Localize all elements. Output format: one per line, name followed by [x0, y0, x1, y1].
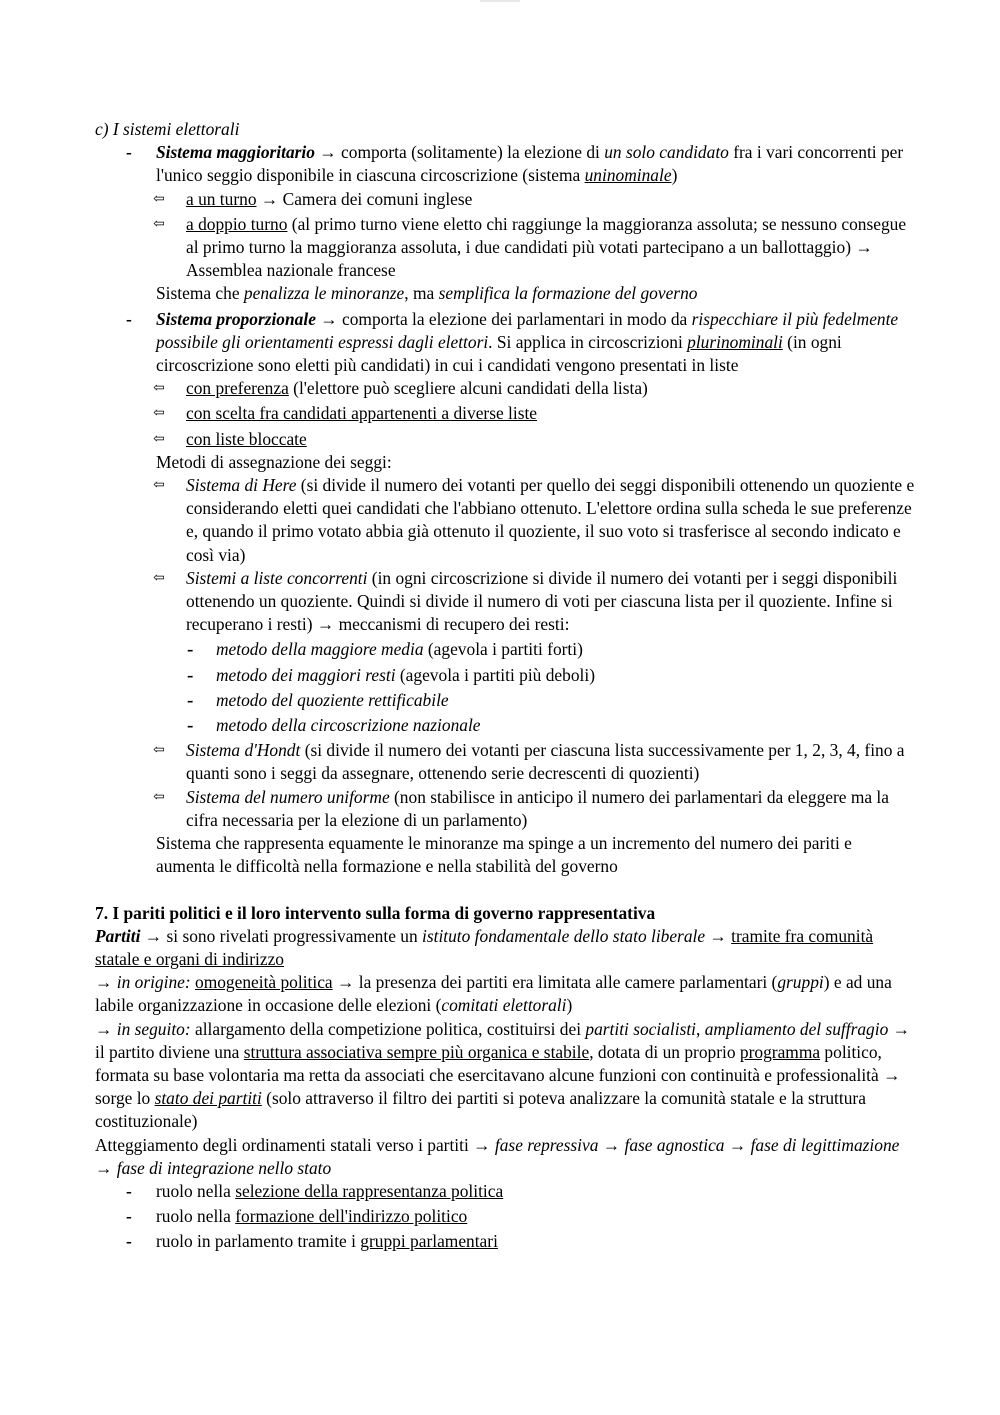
- emphasis: un solo candidato: [604, 142, 729, 163]
- sub-bullet: [95, 377, 915, 400]
- method-item: [95, 786, 915, 832]
- arrow: →: [314, 142, 342, 163]
- text: (agevola i partiti più deboli): [395, 664, 595, 685]
- underlined-term: con scelta fra candidati appartenenti a diverse liste: [186, 403, 538, 424]
- method-name: metodo del quoziente rettificabile: [216, 689, 449, 710]
- text: politico, formata su base volontaria ma retta da associati che esercitavano alcune funzioni con continuità e professionalità → sorge lo: [95, 1041, 901, 1109]
- text: ,: [696, 1018, 705, 1039]
- text: ) e ad una labile organizzazione in occasione delle elezioni (: [95, 972, 892, 1016]
- text: comporta la elezione dei parlamentari in modo da: [342, 308, 692, 329]
- text: ): [566, 995, 573, 1016]
- text: fra i vari concorrenti per l'unico seggio disponibile in ciascuna circoscrizione (sistema: [156, 142, 904, 186]
- document-body: [95, 118, 915, 1254]
- text: (l'elettore può scegliere alcuni candidati della lista): [288, 378, 648, 399]
- underlined-term: programma: [739, 1041, 821, 1062]
- term-partiti: Partiti: [95, 925, 141, 946]
- paragraph-atteggiamento: [95, 1134, 915, 1180]
- maggioritario-summary: [95, 282, 915, 305]
- term-maggioritario: Sistema maggioritario: [156, 142, 315, 163]
- dash-marker: -: [126, 1206, 132, 1227]
- arrow: →: [315, 308, 343, 329]
- dash-marker: -: [126, 1231, 132, 1252]
- method-name: Sistema del numero uniforme: [186, 786, 390, 807]
- dash-marker: -: [126, 308, 132, 329]
- text: ): [671, 165, 678, 186]
- sub-bullet: [95, 188, 915, 211]
- text: (solo attraverso il filtro dei partiti si poteva analizzare la comunità statale e la struttura costituzionale): [95, 1088, 866, 1132]
- text: Sistema che: [156, 283, 244, 304]
- underlined-term: selezione della rappresentanza politica: [235, 1180, 504, 1201]
- text: , ma: [404, 283, 439, 304]
- text: , dotata di un proprio: [589, 1041, 740, 1062]
- method-item: [95, 739, 915, 785]
- method-name: metodo dei maggiori resti: [216, 664, 396, 685]
- text: → la presenza dei partiti era limitata alle camere parlamentari (: [332, 972, 778, 993]
- text: →: [705, 925, 732, 946]
- text: ruolo in parlamento tramite i: [156, 1231, 361, 1252]
- dash-marker: -: [187, 715, 194, 737]
- paragraph-partiti: [95, 925, 915, 971]
- emphasis: gruppi: [777, 972, 824, 993]
- arrow-bullet-icon: ⇦: [153, 789, 165, 805]
- paragraph-in-seguito: [95, 1018, 915, 1134]
- role-item: [95, 1180, 915, 1203]
- text: (al primo turno viene eletto chi raggiunge la maggioranza assoluta; se nessuno consegue al primo turno la maggioranza assoluta, i due candidati più votati partecipano a un ballottaggio) → Assemblea nazionale francese: [186, 213, 907, 281]
- text: (si divide il numero dei votanti per ciascuna lista successivamente per 1, 2, 3, 4, fino a quanti sono i seggi da assegnare, ottenendo serie decrescenti di quozienti): [186, 740, 905, 784]
- text: (non stabilisce in anticipo il numero dei parlamentari da eleggere ma la cifra necessaria per la elezione di un parlamento): [186, 786, 889, 830]
- underlined-term: a un turno: [186, 188, 257, 209]
- underlined-term: con preferenza: [186, 378, 289, 399]
- role-item: [95, 1230, 915, 1253]
- dash-marker: -: [187, 639, 194, 661]
- emphasis: comitati elettorali: [441, 995, 567, 1016]
- emphasis: istituto fondamentale dello stato liberale: [422, 925, 706, 946]
- term-proporzionale: Sistema proporzionale: [156, 308, 316, 329]
- text: comporta (solitamente) la elezione di: [341, 142, 605, 163]
- bullet-maggioritario: [95, 141, 915, 187]
- role-item: [95, 1205, 915, 1228]
- emphasis: rispecchiare il più fedelmente possibile gli orientamenti espressi dagli elettori: [156, 308, 899, 352]
- emphasis: in seguito:: [116, 1018, 191, 1039]
- methods-title: Metodi di assegnazione dei seggi:: [156, 451, 392, 472]
- dash-marker: -: [126, 1180, 132, 1201]
- arrow-bullet-icon: ⇦: [153, 381, 165, 397]
- resti-item: [95, 714, 915, 737]
- sub-bullet: [95, 213, 915, 283]
- text: (si divide il numero dei votanti per quello dei seggi disponibili ottenendo un quoziente e considerando eletti quei candidati che l'abbiano ottenuto. L'elettore ordina sulla scheda le sue preferenze e, quando il primo votato abbia già ottenuto il quoziente, il suo voto si trasferisce al secondo indicato e così via): [186, 475, 915, 565]
- emphasis: in origine:: [116, 972, 191, 993]
- arrow-bullet-icon: ⇦: [153, 406, 165, 422]
- text: allargamento della competizione politica, costituirsi dei: [190, 1018, 586, 1039]
- sub-bullet: [95, 428, 915, 451]
- resti-item: [95, 664, 915, 687]
- text: → il partito diviene una: [95, 1018, 911, 1062]
- arrow-bullet-icon: ⇦: [153, 216, 165, 232]
- underlined-term: con liste bloccate: [186, 428, 307, 449]
- arrow-bullet-icon: ⇦: [153, 191, 165, 207]
- method-name: metodo della maggiore media: [216, 639, 424, 660]
- text: . Si applica in circoscrizioni: [488, 331, 688, 352]
- resti-item: [95, 638, 915, 661]
- emphasis: penalizza le minoranze: [243, 283, 405, 304]
- text: (in ogni circoscrizione si divide il numero dei votanti per i seggi disponibili ottenendo un quoziente. Quindi si divide il numero di voti per ciascuna lista per il quoziente. Infine si recuperano i resti) → meccanismi di recupero dei resti:: [186, 567, 898, 635]
- method-name: metodo della circoscrizione nazionale: [216, 715, 481, 736]
- arrow-bullet-icon: ⇦: [153, 431, 165, 447]
- text: (in ogni circoscrizione sono eletti più candidati) in cui i candidati vengono presentati in liste: [156, 331, 842, 376]
- text: (agevola i partiti forti): [423, 639, 583, 660]
- text: → si sono rivelati progressivamente un: [140, 925, 423, 946]
- section-c-title: c) I sistemi elettorali: [95, 119, 240, 139]
- header-mark: [480, 0, 520, 2]
- method-name: Sistema d'Hondt: [186, 740, 301, 761]
- method-name: Sistema di Here: [186, 475, 297, 496]
- paragraph-in-origine: [95, 971, 915, 1017]
- method-name: Sistemi a liste concorrenti: [186, 567, 368, 588]
- underlined-term: omogeneità politica: [195, 972, 333, 993]
- underlined-term: tramite fra comunità statale e organi di indirizzo: [95, 925, 874, 969]
- dash-marker: -: [126, 142, 132, 163]
- emphasis: partiti socialisti: [585, 1018, 697, 1039]
- emphasis: fase repressiva → fase agnostica → fase di legittimazione → fase di integrazione nello stato: [95, 1134, 900, 1178]
- emphasis: semplifica la formazione del governo: [438, 283, 698, 304]
- text: Atteggiamento degli ordinamenti statali verso i partiti →: [95, 1134, 495, 1155]
- emphasis: ampliamento del suffragio: [704, 1018, 889, 1039]
- resti-item: [95, 689, 915, 712]
- arrow: →: [95, 1018, 117, 1039]
- proporzionale-summary: Sistema che rappresenta equamente le minoranze ma spinge a un incremento del numero dei pariti e aumenta le difficoltà nella formazione e nella stabilità del governo: [156, 833, 852, 877]
- arrow-bullet-icon: ⇦: [153, 570, 165, 586]
- sub-bullet: [95, 402, 915, 425]
- underlined-term: gruppi parlamentari: [360, 1231, 498, 1252]
- arrow-bullet-icon: ⇦: [153, 743, 165, 759]
- dash-marker: -: [187, 689, 194, 711]
- method-item: [95, 474, 915, 567]
- underlined-term: stato dei partiti: [154, 1088, 262, 1109]
- arrow-bullet-icon: ⇦: [153, 478, 165, 494]
- text: ruolo nella: [156, 1206, 236, 1227]
- text: → Camera dei comuni inglese: [256, 188, 473, 209]
- method-item: [95, 567, 915, 637]
- underlined-term: formazione dell'indirizzo politico: [235, 1206, 468, 1227]
- arrow: →: [95, 972, 117, 993]
- dash-marker: -: [187, 664, 194, 686]
- underlined-term: struttura associativa sempre più organica e stabile: [243, 1041, 590, 1062]
- bullet-proporzionale: [95, 308, 915, 378]
- underlined-term: a doppio turno: [186, 213, 288, 234]
- underlined-term: plurinominali: [687, 331, 783, 352]
- text: ruolo nella: [156, 1180, 236, 1201]
- underlined-term: uninominale: [584, 165, 672, 186]
- section-7-heading: 7. I pariti politici e il loro intervento sulla forma di governo rappresentativa: [95, 902, 656, 923]
